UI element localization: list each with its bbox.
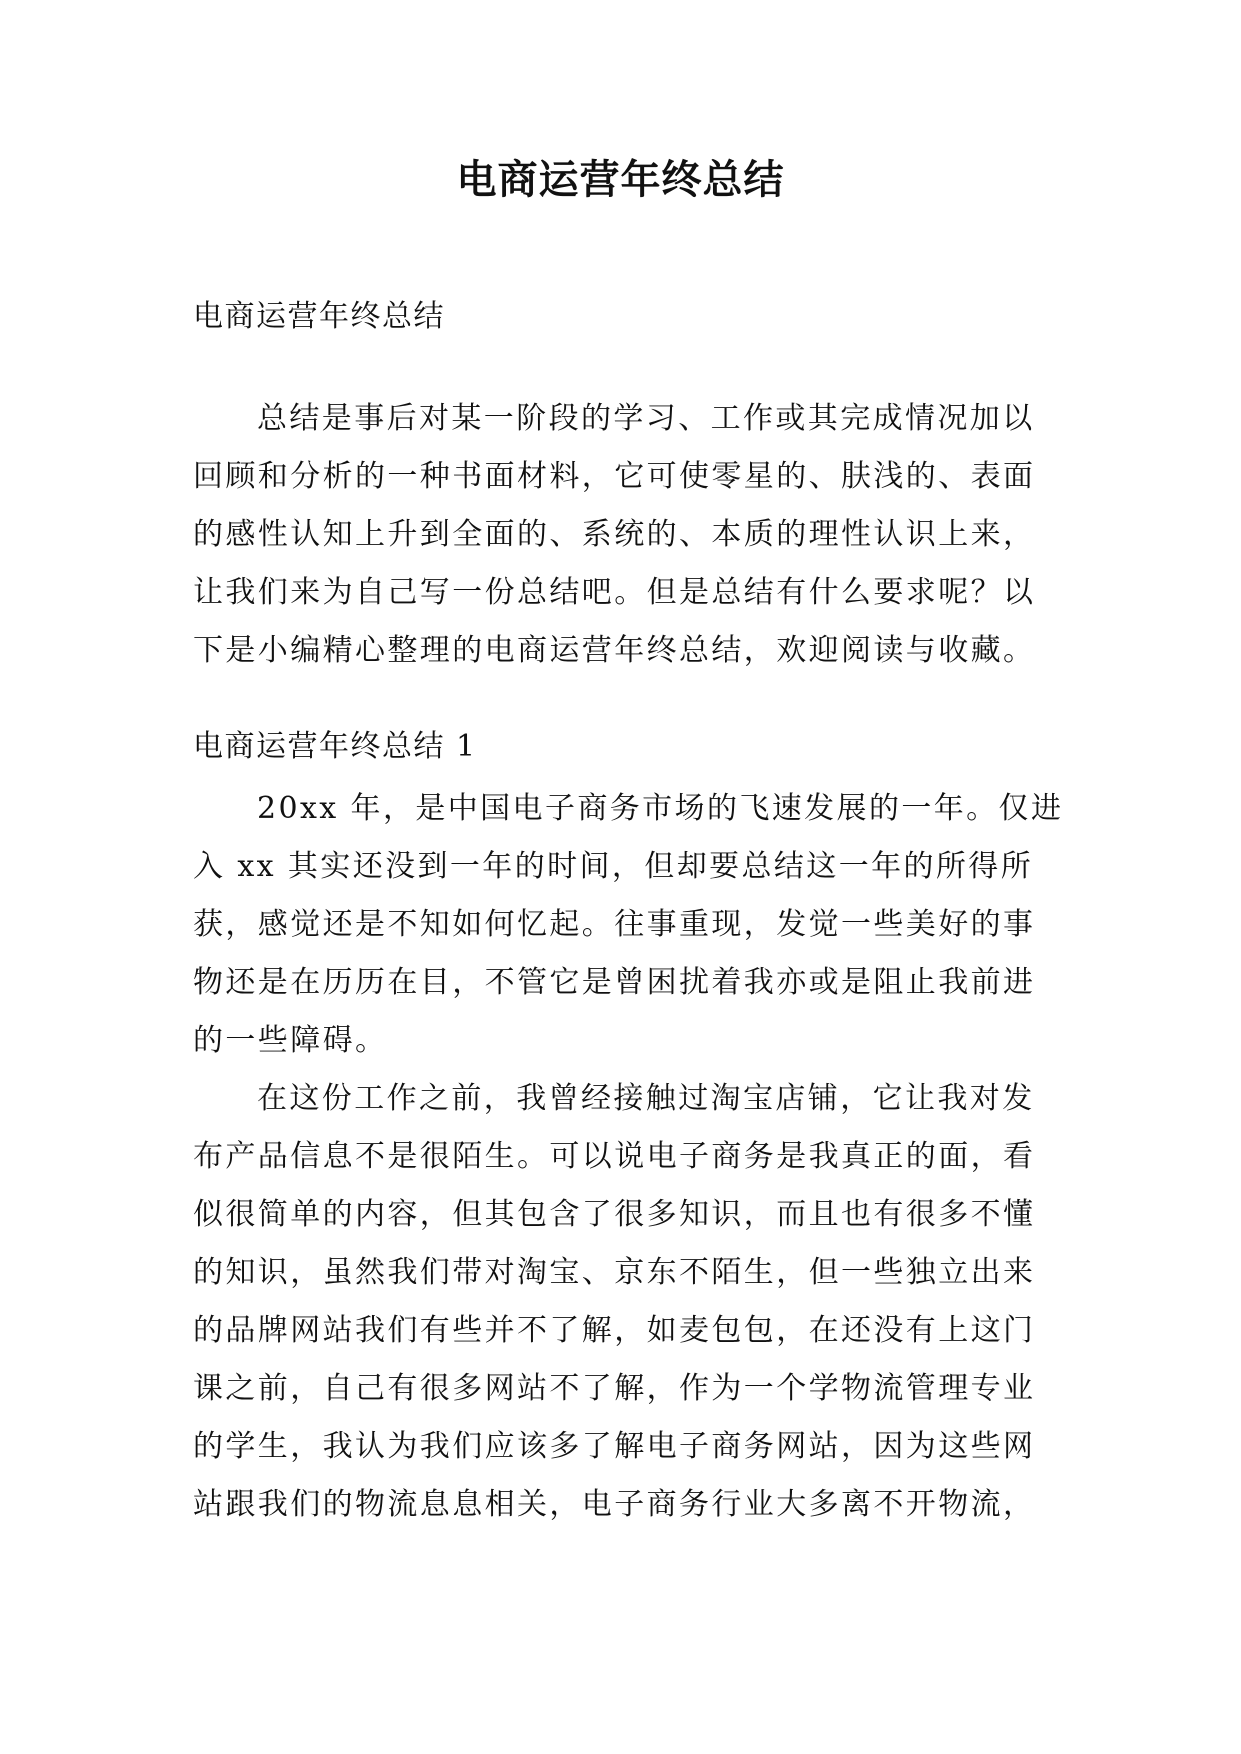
paragraph-line: 站跟我们的物流息息相关，电子商务行业大多离不开物流， — [193, 1487, 1036, 1522]
section-heading: 电商运营年终总结 1 — [193, 729, 477, 764]
paragraph-line: 的品牌网站我们有些并不了解，如麦包包，在还没有上这门 — [193, 1313, 1036, 1348]
paragraph-line: 入 xx 其实还没到一年的时间，但却要总结这一年的所得所 — [193, 849, 1034, 884]
paragraph-line: 在这份工作之前，我曾经接触过淘宝店铺，它让我对发 — [257, 1081, 1035, 1116]
section-1-paragraph-1 — [193, 780, 1064, 1070]
paragraph-line: 课之前，自己有很多网站不了解，作为一个学物流管理专业 — [193, 1371, 1036, 1406]
paragraph-line: 让我们来为自己写一份总结吧。但是总结有什么要求呢？以 — [193, 575, 1036, 610]
document-subtitle: 电商运营年终总结 — [193, 299, 445, 334]
paragraph-line: 布产品信息不是很陌生。可以说电子商务是我真正的面，看 — [193, 1139, 1036, 1174]
section-1-paragraph-2 — [193, 1070, 1053, 1534]
paragraph-line: 的一些障碍。 — [193, 1023, 388, 1058]
paragraph-line: 获，感觉还是不知如何忆起。往事重现，发觉一些美好的事 — [193, 907, 1036, 942]
paragraph-line: 的感性认知上升到全面的、系统的、本质的理性认识上来， — [193, 517, 1036, 552]
paragraph-line: 的知识，虽然我们带对淘宝、京东不陌生，但一些独立出来 — [193, 1255, 1036, 1290]
document-body — [193, 288, 1064, 1534]
paragraph-line: 似很简单的内容，但其包含了很多知识，而且也有很多不懂 — [193, 1197, 1036, 1232]
paragraph-line: 总结是事后对某一阶段的学习、工作或其完成情况加以 — [257, 401, 1035, 436]
paragraph-line: 回顾和分析的一种书面材料，它可使零星的、肤浅的、表面 — [193, 459, 1036, 494]
paragraph-line: 20xx 年，是中国电子商务市场的飞速发展的一年。仅进 — [257, 791, 1064, 826]
intro-paragraph — [193, 390, 1053, 680]
paragraph-line: 物还是在历历在目，不管它是曾困扰着我亦或是阻止我前进 — [193, 965, 1036, 1000]
document-title: 电商运营年终总结 — [456, 157, 785, 203]
paragraph-line: 下是小编精心整理的电商运营年终总结，欢迎阅读与收藏。 — [193, 633, 1036, 668]
paragraph-line: 的学生，我认为我们应该多了解电子商务网站，因为这些网 — [193, 1429, 1036, 1464]
